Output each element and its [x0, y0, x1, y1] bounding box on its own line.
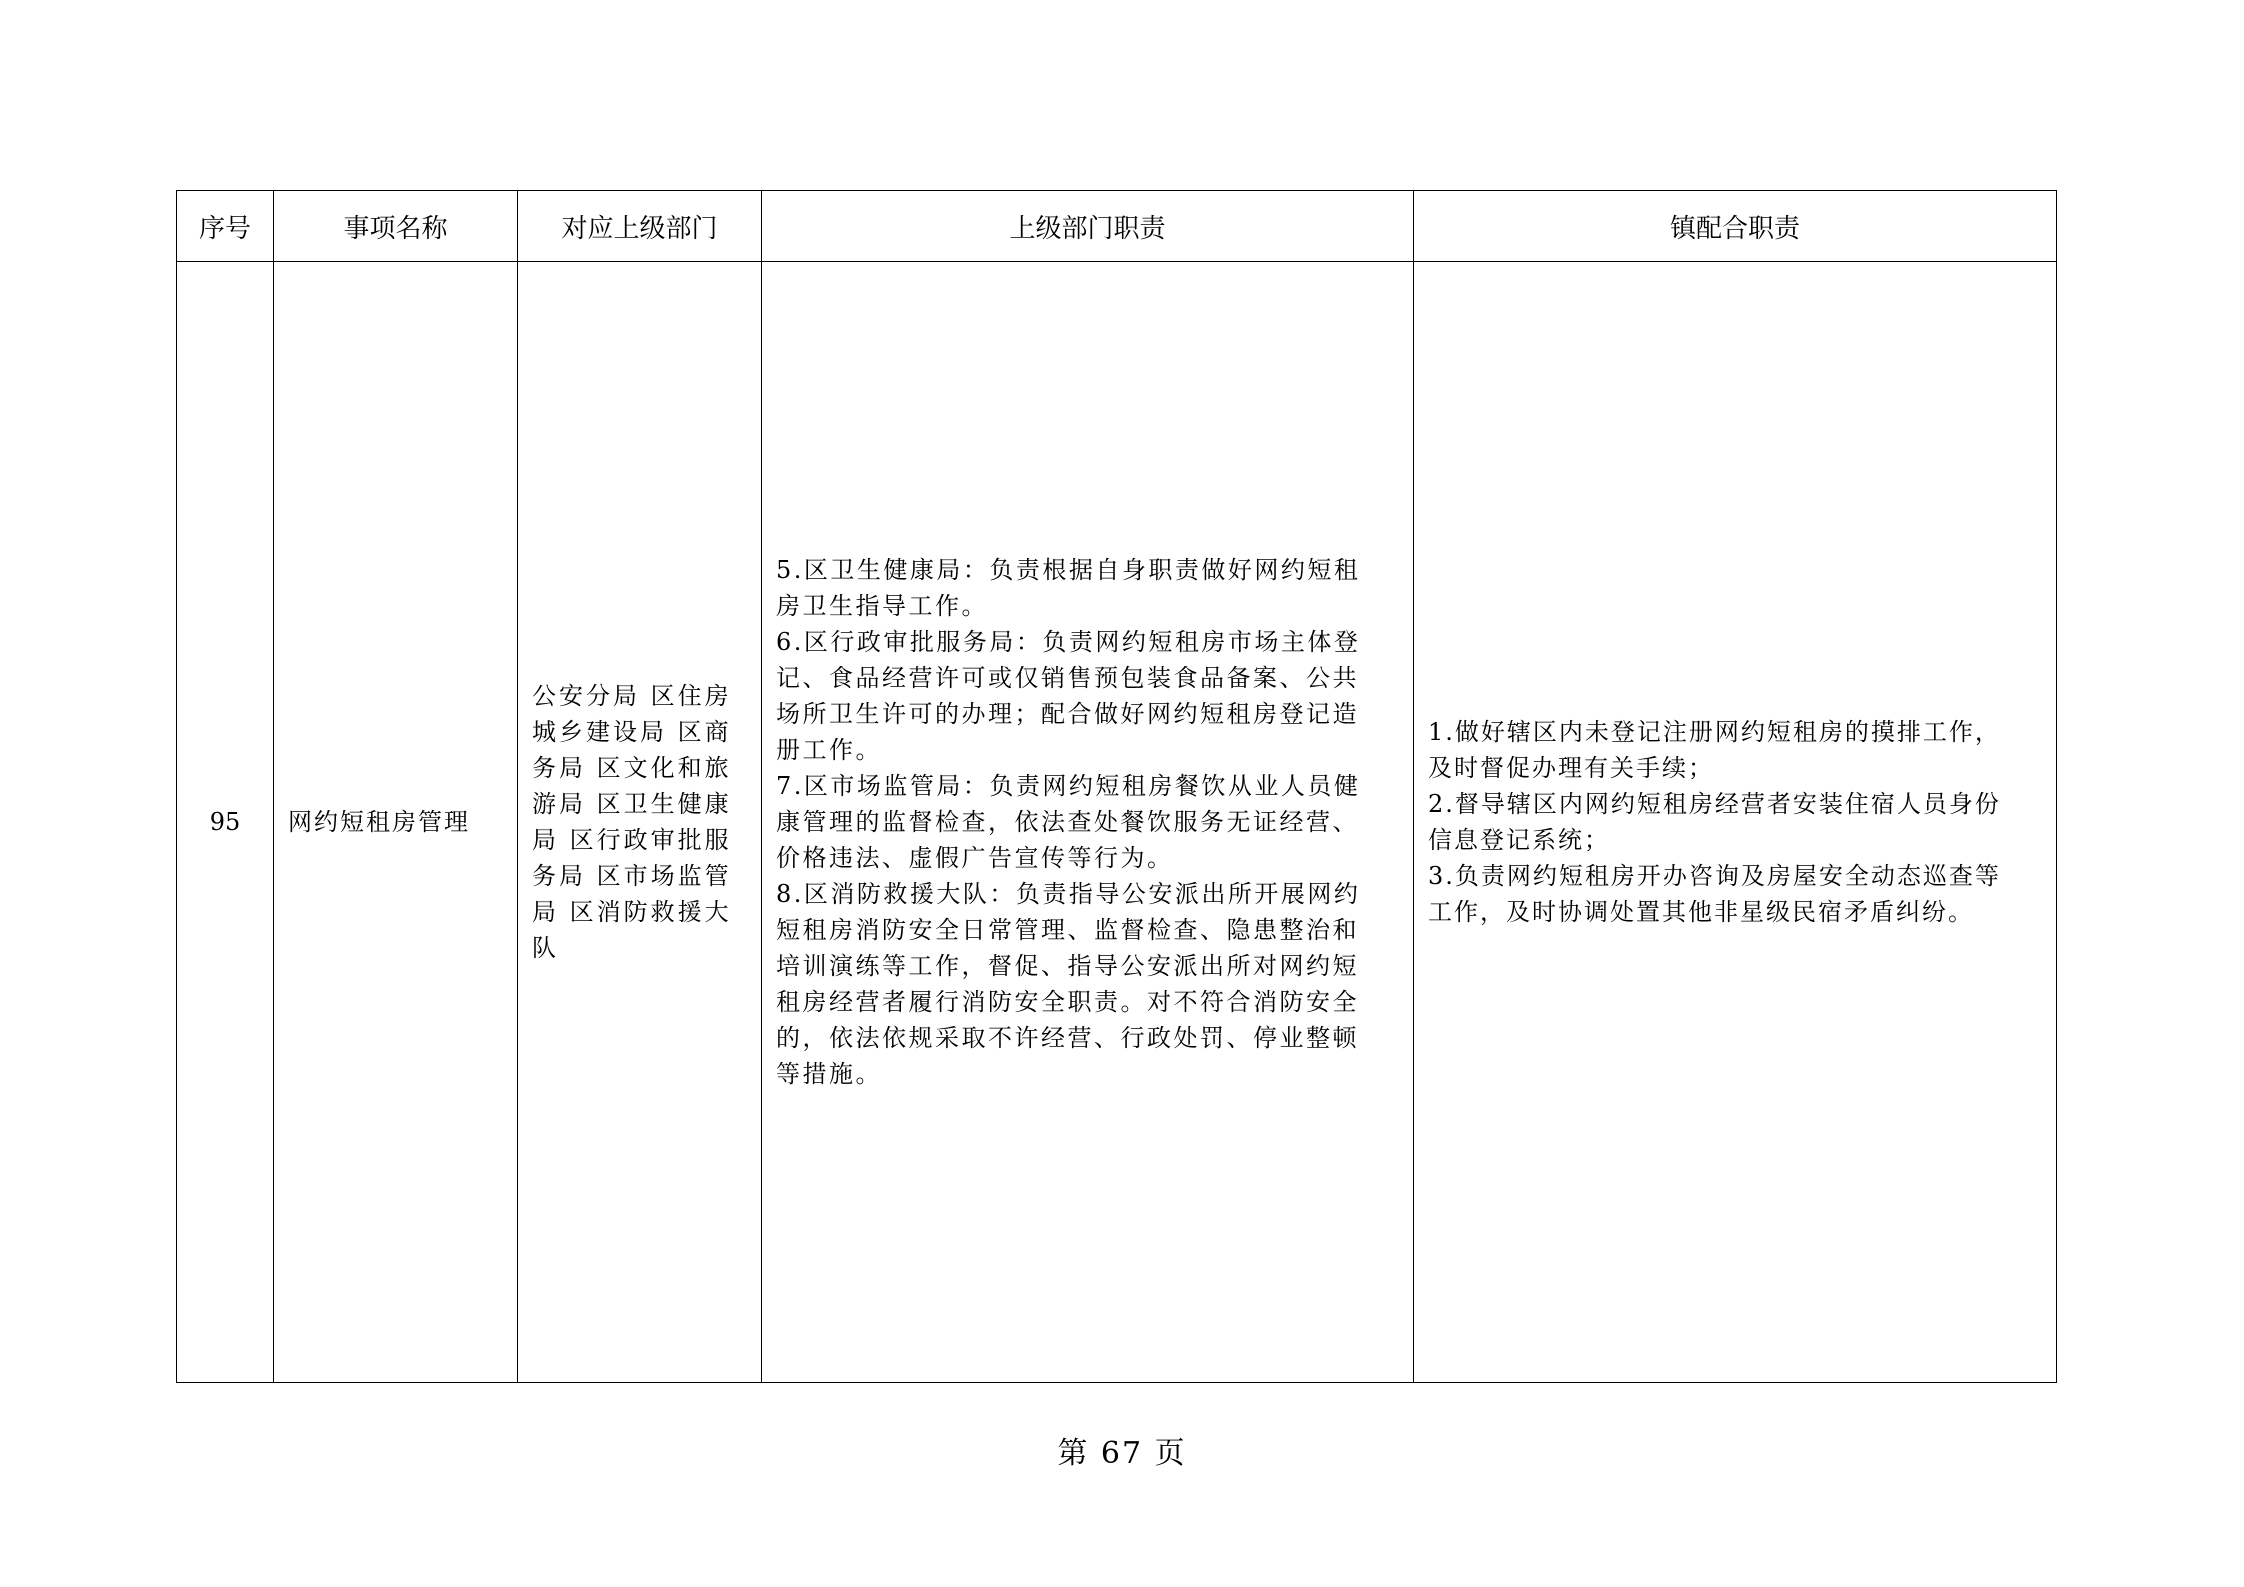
upper-duty-line: 价格违法、虚假广告宣传等行为。 [776, 844, 1174, 872]
upper-duty-line: 的，依法依规采取不许经营、行政处罚、停业整顿 [776, 1024, 1359, 1052]
town-duty-line: 及时督促办理有关手续； [1428, 754, 1714, 782]
cell-upper-department [518, 262, 762, 1383]
upper-duty-line: 7.区市场监管局：负责网约短租房餐饮从业人员健 [776, 772, 1361, 800]
dept-line: 队 [532, 934, 559, 962]
table-header-row [177, 191, 2057, 262]
table-row [177, 262, 2057, 1383]
page-number: 第 67 页 [1057, 1436, 1187, 1471]
dept-line: 公安分局 区住房 [532, 682, 732, 710]
cell-item-name: 网约短租房管理 [274, 262, 518, 1383]
upper-duty-line: 8.区消防救援大队：负责指导公安派出所开展网约 [776, 880, 1361, 908]
dept-line: 局 区行政审批服 [532, 826, 732, 854]
upper-duty-line: 记、食品经营许可或仅销售预包装食品备案、公共 [776, 664, 1359, 692]
dept-line: 务局 区文化和旅 [532, 754, 732, 782]
dept-line: 务局 区市场监管 [532, 862, 732, 890]
upper-duty-line: 册工作。 [776, 736, 882, 764]
cell-town-duties [1414, 262, 2057, 1383]
upper-duty-line: 房卫生指导工作。 [776, 592, 988, 620]
dept-line: 游局 区卫生健康 [532, 790, 732, 818]
cell-index: 95 [177, 262, 274, 1383]
town-duty-line: 2.督导辖区内网约短租房经营者安装住宿人员身份 [1428, 790, 2001, 818]
upper-duty-line: 短租房消防安全日常管理、监督检查、隐患整治和 [776, 916, 1359, 944]
upper-duty-line: 康管理的监督检查，依法查处餐饮服务无证经营、 [776, 808, 1359, 836]
dept-line: 城乡建设局 区商 [532, 718, 732, 746]
upper-duty-line: 5.区卫生健康局：负责根据自身职责做好网约短租 [776, 556, 1361, 584]
header-upper-duties: 上级部门职责 [762, 191, 1414, 262]
header-upper-department: 对应上级部门 [518, 191, 762, 262]
upper-duty-line: 6.区行政审批服务局：负责网约短租房市场主体登 [776, 628, 1361, 656]
dept-line: 局 区消防救援大 [532, 898, 732, 926]
duty-table [176, 190, 2057, 1383]
header-item-name: 事项名称 [274, 191, 518, 262]
town-duty-line: 3.负责网约短租房开办咨询及房屋安全动态巡查等 [1428, 862, 2001, 890]
upper-duty-line: 等措施。 [776, 1060, 882, 1088]
town-duty-line: 信息登记系统； [1428, 826, 1610, 854]
upper-duty-line: 租房经营者履行消防安全职责。对不符合消防安全 [776, 988, 1359, 1016]
cell-upper-duties [762, 262, 1414, 1383]
upper-duty-line: 场所卫生许可的办理；配合做好网约短租房登记造 [776, 700, 1359, 728]
header-index: 序号 [177, 191, 274, 262]
header-town-duties: 镇配合职责 [1414, 191, 2057, 262]
town-duty-line: 1.做好辖区内未登记注册网约短租房的摸排工作， [1428, 718, 2001, 746]
upper-duty-line: 培训演练等工作，督促、指导公安派出所对网约短 [776, 952, 1359, 980]
town-duty-line: 工作，及时协调处置其他非星级民宿矛盾纠纷。 [1428, 898, 1974, 926]
